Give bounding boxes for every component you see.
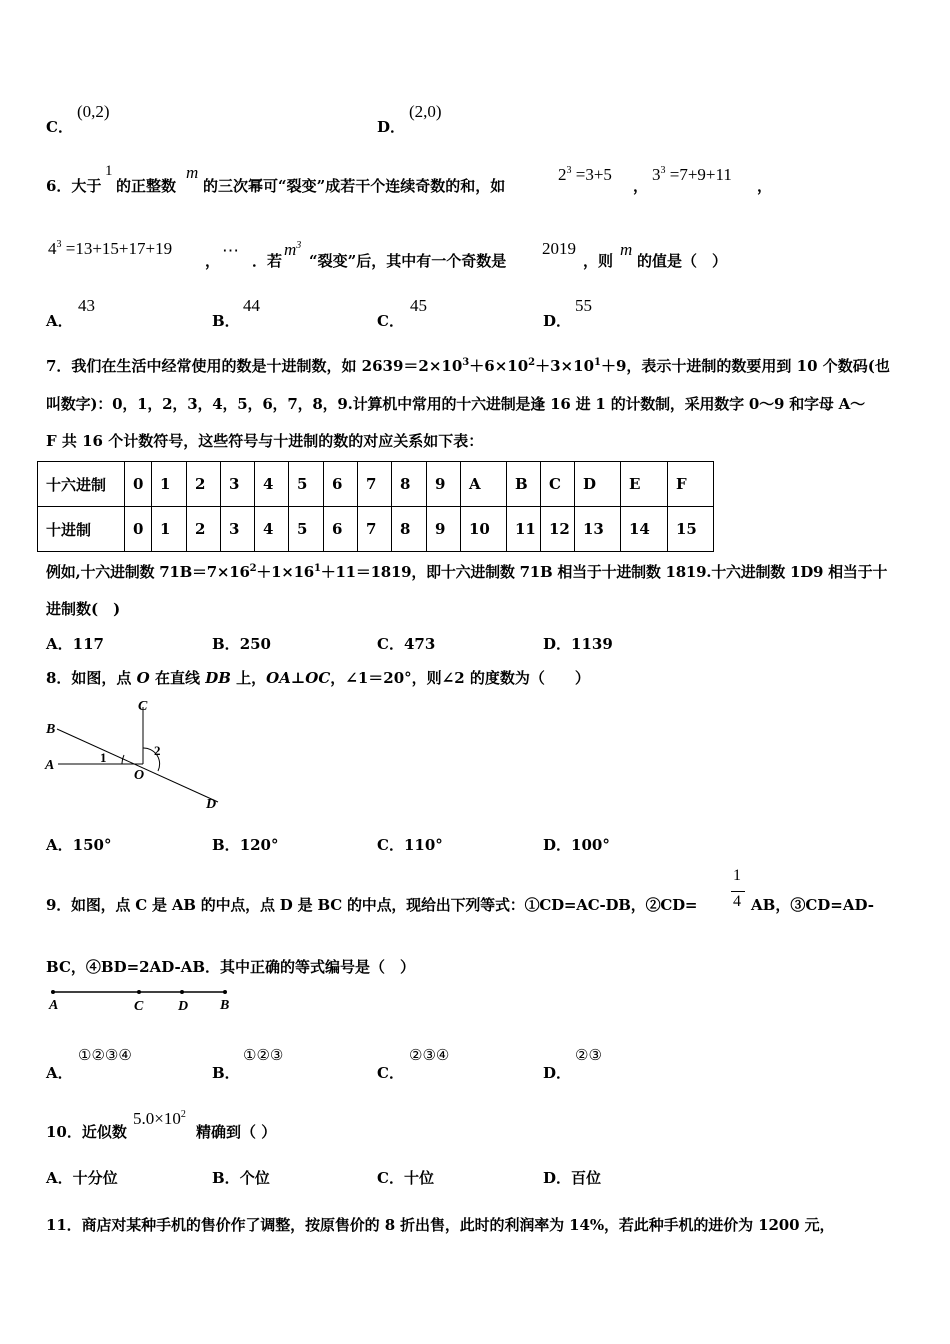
q9-point-d [180, 990, 184, 994]
table-cell: F [668, 462, 714, 507]
q6-option-b-label: B． [212, 312, 240, 330]
q8-option-d-value: 100° [571, 836, 610, 854]
table-cell: 8 [392, 462, 427, 507]
q9-option-b-label: B． [212, 1064, 240, 1082]
table-cell: B [507, 462, 541, 507]
q10-expression [133, 1109, 186, 1129]
hex-decimal-table [37, 461, 714, 552]
q10-option-a-label: A． [46, 1169, 73, 1187]
q7-line-2: 叫数字)：0，1，2，3，4，5，6，7，8，9.计算机中常用的十六进制是逢 16 进 1 的计数制，采用数字 0～9 和字母 A～ [46, 395, 865, 413]
q10-option-a-value: 十分位 [72, 1169, 118, 1187]
q10-expr: 5.0×10 [133, 1109, 181, 1128]
q6-text-6: ，则 [583, 252, 614, 270]
q7-line-1a: 7．我们在生活中经常使用的数是十进制数，如 2639＝2×10 [46, 357, 463, 375]
q9-option-d-label: D． [543, 1064, 572, 1082]
q9-line-1a: 9．如图，点 C 是 AB 的中点，点 D 是 BC 的中点，现给出下列等式：①CD=AC-DB，②CD= [46, 896, 698, 914]
q6-text-3: 的三次幂可“裂变”成若干个连续奇数的和，如 [203, 177, 506, 195]
table-cell: 2 [187, 507, 221, 552]
q8-label-o: O [134, 768, 145, 783]
q8-option-c [377, 834, 443, 855]
q9-label-c: C [134, 999, 144, 1014]
q10-option-b-value: 个位 [239, 1169, 270, 1187]
q6-text-2: 的正整数 [116, 177, 177, 195]
q6-comma-1: ， [633, 177, 649, 195]
table-cell: 11 [507, 507, 541, 552]
q6-comma-3: ， [205, 252, 221, 270]
table-header-decimal: 十进制 [38, 507, 125, 552]
q8-option-c-value: 110° [403, 836, 443, 854]
q7-option-c [377, 633, 435, 654]
q5-option-c-label: C． [46, 118, 73, 136]
table-cell: D [575, 462, 621, 507]
q8-option-d-label: D． [543, 836, 572, 854]
q9-option-c-label: C． [377, 1064, 404, 1082]
q8-label-a: A [45, 758, 55, 773]
q6-option-b-value: 44 [243, 296, 260, 315]
q8-perp: ⊥ [290, 669, 306, 687]
q7-option-b-label: B． [212, 635, 240, 653]
q10-option-c [377, 1167, 434, 1188]
q6-number-one: 1 [105, 163, 113, 179]
table-cell: 5 [289, 507, 324, 552]
q8-line-bd [57, 729, 218, 802]
table-cell: 7 [358, 462, 392, 507]
q8-option-a-value: 150° [72, 836, 112, 854]
q9-option-a-value: ①②③④ [78, 1048, 132, 1064]
q10-option-a [46, 1167, 118, 1188]
q7-line-1 [46, 355, 890, 376]
q6-year: 2019 [542, 239, 576, 258]
q6-var-m-3: m [620, 240, 633, 259]
table-cell: 0 [125, 462, 152, 507]
q5-option-d-label: D． [377, 118, 406, 136]
table-cell: 7 [358, 507, 392, 552]
q7-line-4 [46, 561, 887, 582]
table-cell: 9 [427, 462, 461, 507]
q9-label-a: A [49, 998, 59, 1013]
q7-line-4c: ＋11＝1819，即十六进制数 71B 相当于十进制数 1819.十六进制数 1D9 相当于十 [320, 563, 888, 581]
q10-option-d-label: D． [543, 1169, 572, 1187]
q8-line-db: DB [205, 669, 231, 687]
q6-option-c-label: C． [377, 312, 404, 330]
table-cell: 13 [575, 507, 621, 552]
q10-option-c-value: 十位 [403, 1169, 434, 1187]
q6-eq2-exp: 3 [660, 165, 666, 176]
table-cell: 6 [324, 507, 358, 552]
q7-option-d-value: 1139 [571, 635, 613, 653]
q6-eq1 [558, 165, 612, 185]
q8-option-b [212, 834, 279, 855]
q10-option-d-value: 百位 [571, 1169, 602, 1187]
table-cell: 5 [289, 462, 324, 507]
q7-line-5: 进制数( ) [46, 600, 121, 618]
table-cell: 14 [621, 507, 668, 552]
q6-text-5: “裂变”后，其中有一个奇数是 [309, 252, 507, 270]
q7-l4-exp-1: 1 [314, 563, 321, 574]
q8-ray-oc: OC [305, 669, 331, 687]
table-cell: 2 [187, 462, 221, 507]
q9-option-a-label: A． [46, 1064, 73, 1082]
q8-option-b-value: 120° [239, 836, 279, 854]
q8-text-2: 在直线 [149, 669, 206, 687]
table-cell: 12 [541, 507, 575, 552]
q7-exp-2: 2 [528, 357, 536, 368]
q6-text-4: ．若 [252, 252, 283, 270]
q9-line-2: BC，④BD=2AD-AB．其中正确的等式编号是（ ） [46, 958, 416, 976]
q6-var-m: m [186, 163, 199, 182]
q9-point-a [51, 990, 55, 994]
q7-option-b [212, 633, 271, 654]
q8-label-d: D [206, 797, 217, 812]
q5-option-d-value: (2,0) [409, 102, 442, 121]
q7-option-d-label: D． [543, 635, 572, 653]
q7-l4-exp-2: 2 [249, 563, 257, 574]
q9-label-d: D [178, 999, 189, 1014]
q9-option-c-value: ②③④ [409, 1048, 450, 1064]
q6-dots: ⋯ [222, 241, 239, 260]
q10-option-d [543, 1167, 601, 1188]
q9-point-b [223, 990, 227, 994]
q9-fraction-num: 1 [733, 867, 741, 884]
table-cell: 10 [461, 507, 507, 552]
q7-exp-3: 3 [462, 357, 470, 368]
q10-option-b [212, 1167, 270, 1188]
q9-fraction-bar [731, 891, 745, 892]
q6-var-m-2: m [284, 240, 297, 259]
q6-eq2-base: 3 [652, 165, 661, 184]
table-cell: 8 [392, 507, 427, 552]
q11-line-1: 11．商店对某种手机的售价作了调整，按原售价的 8 折出售，此时的利润率为 14%，若此种手机的进价为 1200 元， [46, 1216, 835, 1234]
q6-option-d-value: 55 [575, 296, 592, 315]
q7-option-a-label: A． [46, 635, 73, 653]
q8-label-angle-2: 2 [154, 743, 161, 758]
q10-exp: 2 [180, 1109, 186, 1120]
table-cell: 6 [324, 462, 358, 507]
q6-eq3-rhs: =13+15+17+19 [65, 239, 173, 258]
q7-option-a [46, 633, 104, 654]
q8-text-3: 上， [230, 669, 267, 687]
q7-option-a-value: 117 [72, 635, 104, 653]
q9-line-1b: AB，③CD=AD- [751, 896, 874, 914]
q6-eq3-base: 4 [48, 239, 57, 258]
q8-figure [40, 695, 230, 820]
q10-text-2: 精确到（ ） [196, 1123, 277, 1141]
q6-eq2-rhs: =7+9+11 [669, 165, 732, 184]
q6-text-7: 的值是（ ） [637, 252, 728, 270]
q7-line-1c: ＋3×10 [535, 357, 595, 375]
table-cell: 1 [152, 462, 187, 507]
q8-text-4: ，∠1＝20°，则∠2 的度数为（ ） [330, 669, 590, 687]
q7-exp-1: 1 [594, 357, 601, 368]
table-header-hex: 十六进制 [38, 462, 125, 507]
q8-label-b: B [46, 722, 56, 737]
q6-option-a-value: 43 [78, 296, 95, 315]
q7-line-4b: ＋1×16 [256, 563, 314, 581]
q8-option-a [46, 834, 111, 855]
table-cell: 3 [221, 507, 255, 552]
q8-option-b-label: B． [212, 836, 240, 854]
q10-option-b-label: B． [212, 1169, 240, 1187]
q6-text-1: 6．大于 [46, 177, 102, 195]
table-cell: C [541, 462, 575, 507]
q6-var-m-2-exp: 3 [296, 240, 302, 251]
q8-option-c-label: C． [377, 836, 404, 854]
table-row-hex [38, 462, 714, 507]
table-cell: 1 [152, 507, 187, 552]
q9-label-b: B [220, 998, 230, 1013]
q6-option-a-label: A． [46, 312, 73, 330]
q8-label-c: C [138, 699, 148, 714]
q7-line-1b: ＋6×10 [469, 357, 529, 375]
q8-text-1: 8．如图，点 [46, 669, 137, 687]
q6-eq3-exp: 3 [56, 239, 62, 250]
table-row-decimal [38, 507, 714, 552]
table-cell: E [621, 462, 668, 507]
q6-option-d-label: D． [543, 312, 572, 330]
q8-ray-oa: OA [266, 669, 291, 687]
q8-option-a-label: A． [46, 836, 73, 854]
q6-eq1-exp: 3 [566, 165, 572, 176]
q6-eq1-rhs: =3+5 [575, 165, 612, 184]
q9-fraction-den: 4 [733, 893, 741, 910]
q7-option-b-value: 250 [239, 635, 271, 653]
q6-eq2 [652, 165, 732, 185]
q8-point-o: O [136, 669, 150, 687]
q6-eq1-base: 2 [558, 165, 567, 184]
q7-option-c-label: C． [377, 635, 404, 653]
table-cell: 4 [255, 462, 289, 507]
q7-line-1d: ＋9，表示十进制的数要用到 10 个数码(也 [600, 357, 890, 375]
q7-line-3: F 共 16 个计数符号，这些符号与十进制的数的对应关系如下表： [46, 432, 484, 450]
q7-line-4a: 例如,十六进制数 71B＝7×16 [46, 563, 250, 581]
q10-option-c-label: C． [377, 1169, 404, 1187]
q8-label-angle-1: 1 [100, 750, 107, 765]
q6-option-c-value: 45 [410, 296, 427, 315]
q7-option-c-value: 473 [403, 635, 436, 653]
q10-text-1: 10．近似数 [46, 1123, 127, 1141]
table-cell: A [461, 462, 507, 507]
table-cell: 9 [427, 507, 461, 552]
q5-option-c-value: (0,2) [77, 102, 110, 121]
q9-point-c [137, 990, 141, 994]
q7-option-d [543, 633, 613, 654]
q8-line-1 [46, 667, 590, 688]
table-cell: 15 [668, 507, 714, 552]
q9-option-b-value: ①②③ [243, 1048, 284, 1064]
q9-option-d-value: ②③ [575, 1048, 602, 1064]
q6-comma-2: ， [757, 177, 773, 195]
q9-figure [45, 983, 240, 1015]
table-cell: 3 [221, 462, 255, 507]
q8-option-d [543, 834, 610, 855]
table-cell: 4 [255, 507, 289, 552]
table-cell: 0 [125, 507, 152, 552]
q6-eq3 [48, 239, 172, 259]
q6-var-m3 [284, 240, 301, 260]
